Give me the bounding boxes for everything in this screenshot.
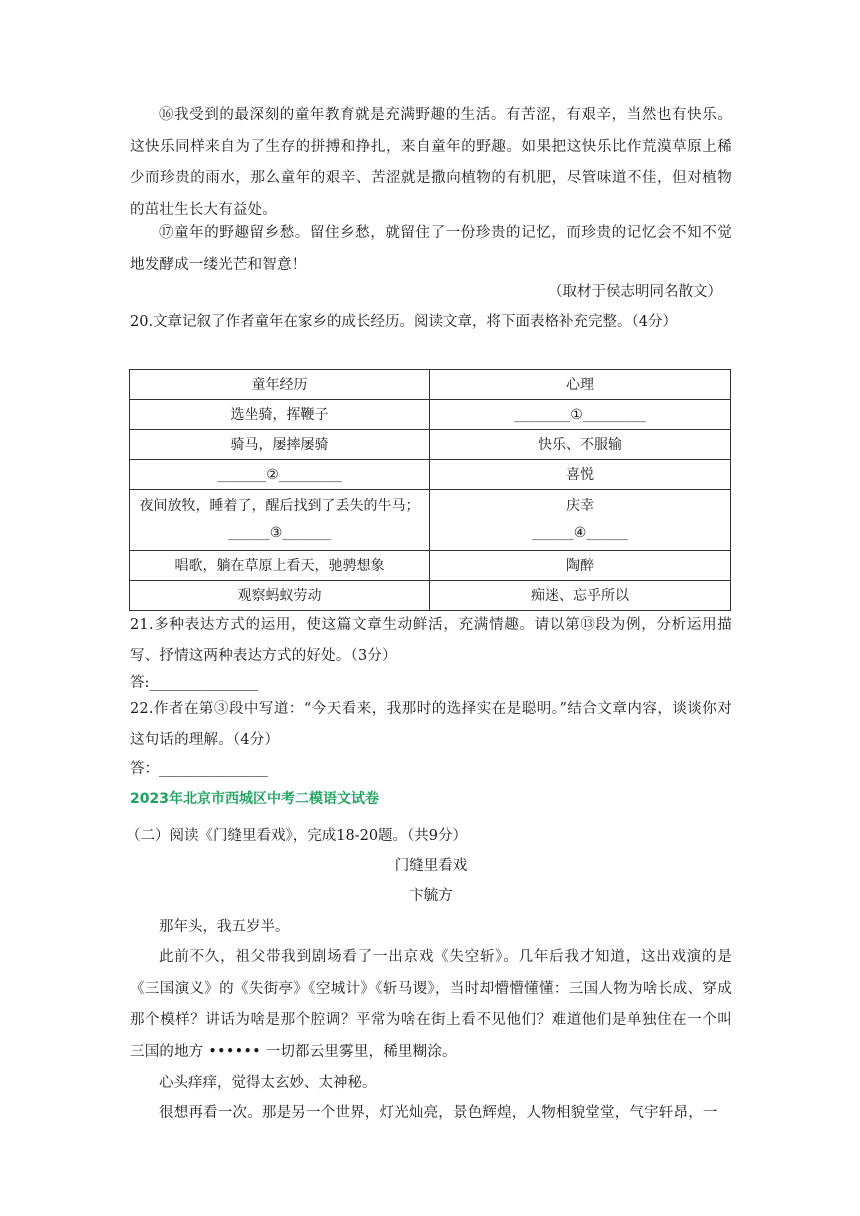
table-row	[130, 430, 731, 460]
table-row	[130, 460, 731, 490]
experience-table	[129, 369, 731, 611]
paragraph-17: ⑰童年的野趣留乡愁。留住乡愁，就留住了一份珍贵的记忆，而珍贵的记忆会不知不觉地发酵成一缕光芒和智意！	[130, 225, 732, 273]
table-cell-experience: 骑马，屡摔屡骑	[130, 430, 430, 460]
table-cell-mind-line: 庆幸	[566, 498, 594, 514]
article-paragraph-4: 很想再看一次。那是另一个世界，灯光灿亮，景色辉煌，人物相貌堂堂，气宇轩昂，一	[159, 1105, 718, 1121]
answer-21[interactable]: 答:_______________	[130, 675, 259, 691]
table-header-row	[130, 370, 731, 400]
table-cell-blank-1[interactable]: ________①_________	[430, 400, 731, 430]
table-cell-mind: 痴迷、忘乎所以	[430, 581, 731, 611]
table-cell-mind: 快乐、不服输	[430, 430, 731, 460]
table-cell-blank-4[interactable]: ______④______	[531, 525, 629, 541]
article-paragraph-3: 心头痒痒，觉得太玄妙、太神秘。	[159, 1075, 377, 1091]
table-header-mind: 心理	[430, 370, 731, 400]
question-22: 22.作者在第③段中写道：“今天看来，我那时的选择实在是聪明。”结合文章内容，谈谈你对这句话的理解。（4分）	[130, 701, 732, 748]
table-header-experience: 童年经历	[130, 370, 430, 400]
section-intro: （二）阅读《门缝里看戏》，完成18-20题。（共9分）	[126, 828, 468, 844]
table-row	[130, 551, 731, 581]
table-row	[130, 581, 731, 611]
table-cell-experience: 选坐骑，挥鞭子	[130, 400, 430, 430]
table-row	[130, 490, 731, 551]
table-cell-blank-3[interactable]: ______③_______	[227, 525, 332, 541]
source-note: （取材于侯志明同名散文）	[548, 284, 722, 300]
article-title: 门缝里看戏	[394, 858, 468, 874]
table-cell-mind: 喜悦	[430, 460, 731, 490]
table-cell-blank-2[interactable]: _______②_________	[130, 460, 430, 490]
paragraph-16: ⑯我受到的最深刻的童年教育就是充满野趣的生活。有苦涩，有艰辛，当然也有快乐。这快乐同样来自为了生存的拼搏和挣扎，来自童年的野趣。如果把这快乐比作荒漠草原上稀少而珍贵的雨水，那么童年的艰辛、苦涩就是撒向植物的有机肥，尽管味道不佳，但对植物的茁壮生长大有益处。	[130, 107, 732, 218]
article-author: 卞毓方	[409, 888, 453, 904]
table-cell-experience-line: 夜间放牧，睡着了，醒后找到了丢失的牛马；	[139, 498, 420, 514]
answer-22[interactable]: 答：_______________	[130, 761, 268, 777]
section-heading: 2023年北京市西城区中考二模语文试卷	[130, 791, 379, 807]
table-cell-experience-multi	[130, 490, 430, 551]
table-cell-experience: 唱歌，躺在草原上看天，驰骋想象	[130, 551, 430, 581]
question-21: 21.多种表达方式的运用，使这篇文章生动鲜活，充满情趣。请以第⑬段为例，分析运用描写、抒情这两种表达方式的好处。（3分）	[130, 617, 732, 664]
article-paragraph-1: 那年头，我五岁半。	[159, 919, 290, 935]
table-cell-mind-multi	[430, 490, 731, 551]
table-cell-experience: 观察蚂蚁劳动	[130, 581, 430, 611]
article-paragraph-2: 此前不久，祖父带我到剧场看了一出京戏《失空斩》。几年后我才知道，这出戏演的是《三国演义》的《失街亭》《空城计》《斩马谡》，当时却懵懵懂懂：三国人物为啥长成、穿成那个模样？讲话为啥是那个腔调？平常为啥在街上看不见他们？难道他们是单独住在一个叫三国的地方 •••••• 一切都云里雾里，稀里糊涂。	[130, 949, 732, 1060]
table-row	[130, 400, 731, 430]
table-cell-mind: 陶醉	[430, 551, 731, 581]
question-20: 20.文章记叙了作者童年在家乡的成长经历。阅读文章，将下面表格补充完整。（4分）	[130, 314, 678, 330]
